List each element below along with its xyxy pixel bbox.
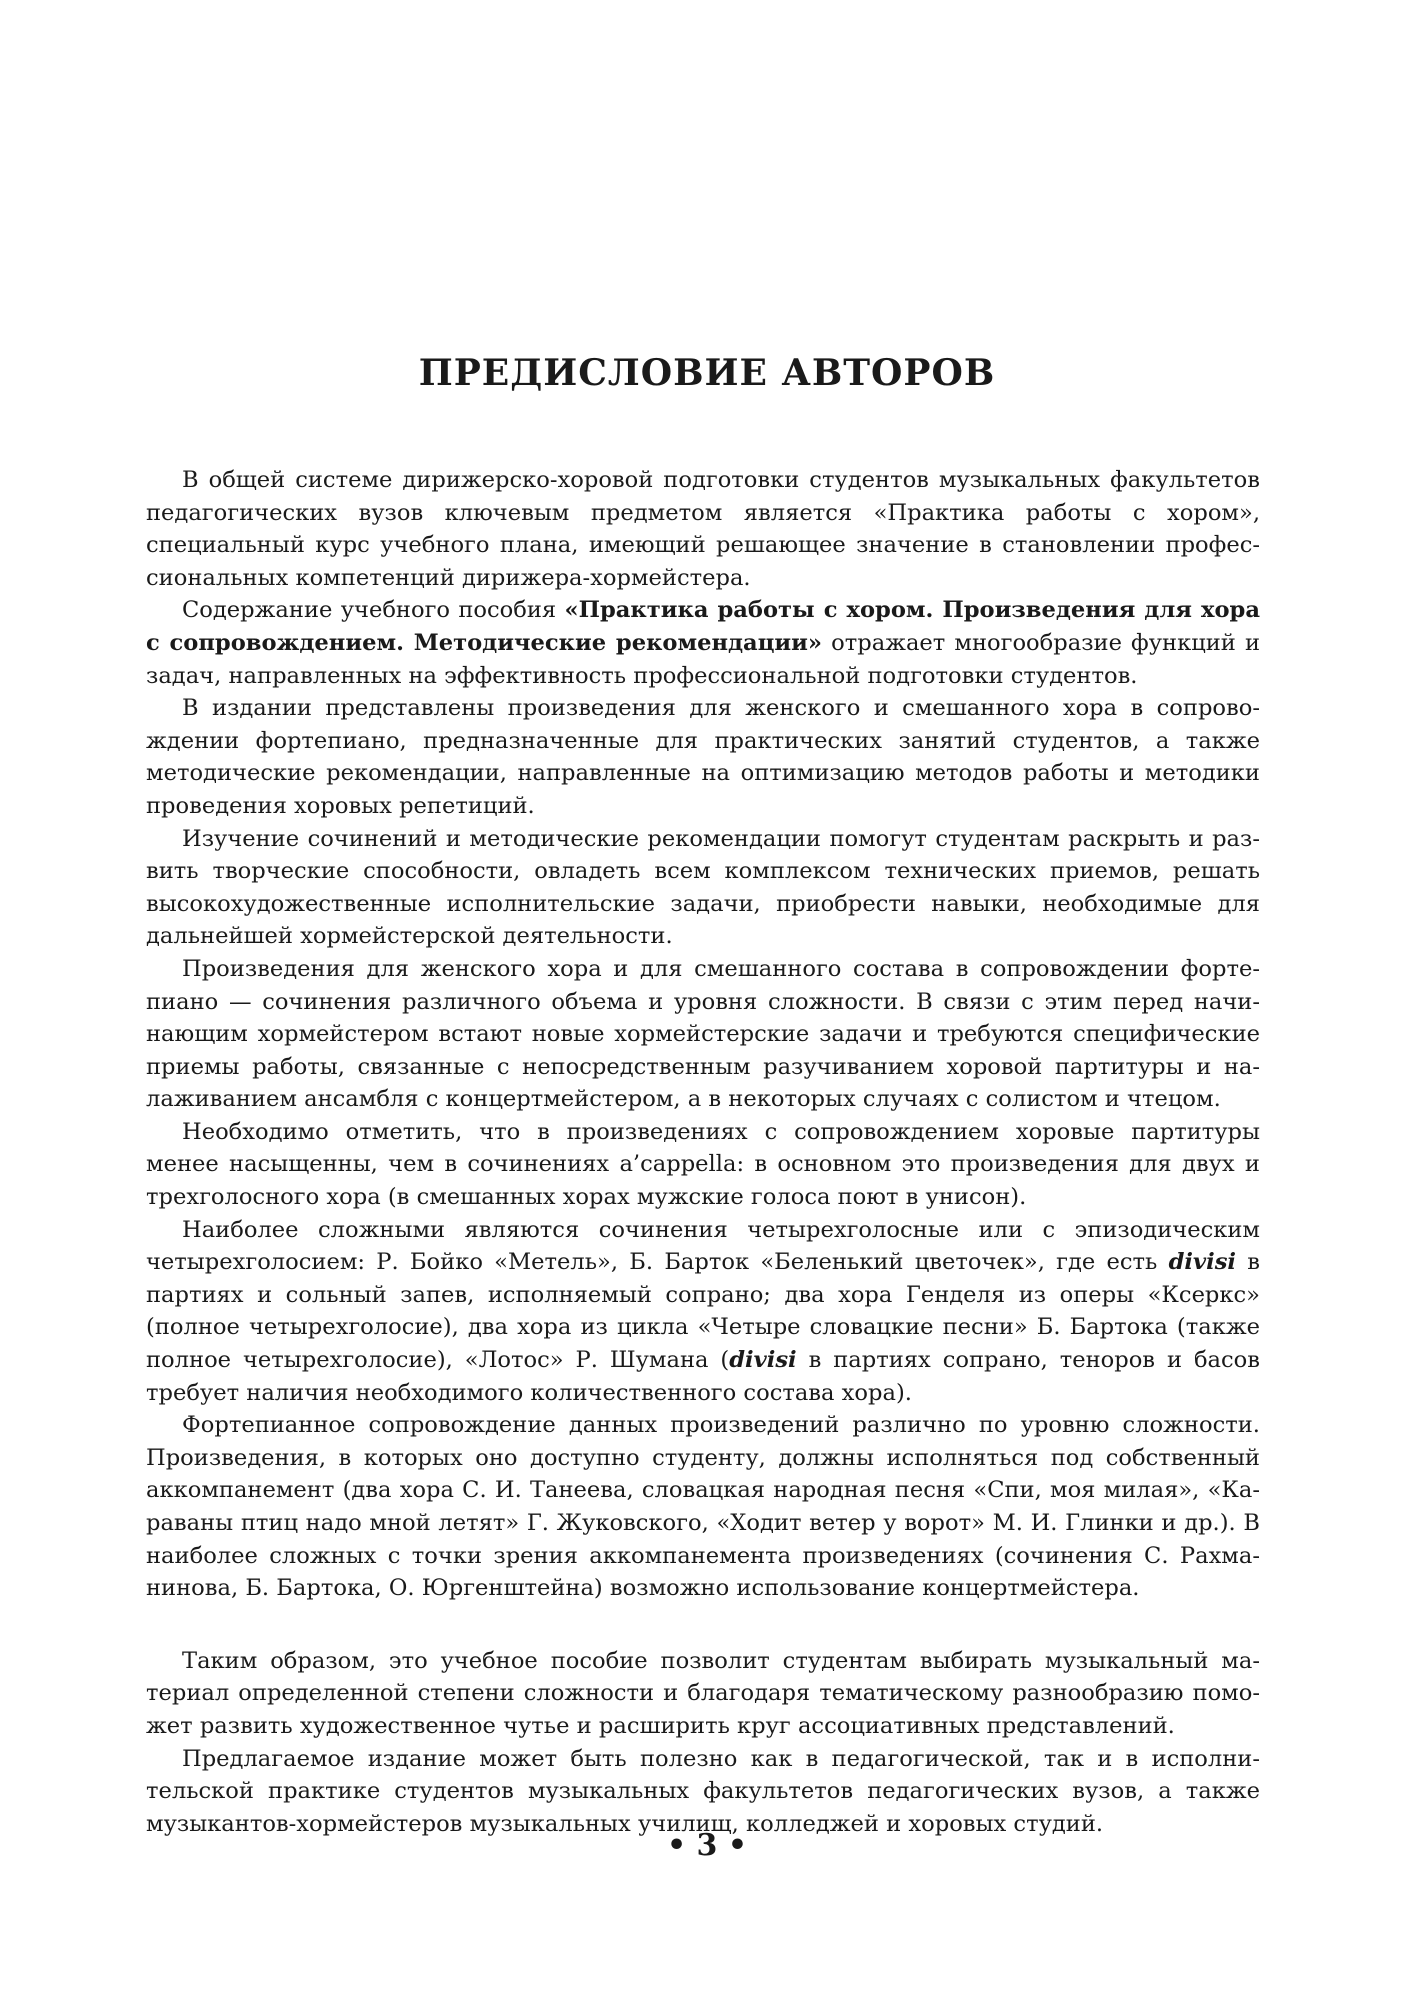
book-title-bold: «Практика работы с хором. Произведения для хора с сопровождением. Методические рекомендации»: [146, 597, 1260, 656]
preface-body: [146, 464, 1260, 1840]
paragraph-7-c: в партиях сопрано, теноров и басов требует наличия необходимого количественного состава хора).: [146, 1347, 1260, 1406]
paragraph-8: Фортепианное сопровождение данных произведений различно по уровню сложности. Произведения, в которых оно доступно студенту, должны исполняться под собственный аккомпанемент (два хора С. И. Танеева, словацкая народная песня «Спи, моя милая», «Караваны птиц надо мной летят» Г. Жуковского, «Ходит ветер у ворот» М. И. Глинки и др.). В наиболее сложных с точки зрения аккомпанемента произведениях (сочинения С. Рахманинова, Б. Бартока, О. Юргенштейна) возможно использование концертмейстера.: [146, 1412, 1260, 1602]
paragraph-7: [146, 1214, 1260, 1410]
paragraph-2: [146, 594, 1260, 692]
paragraph-10: Предлагаемое издание может быть полезно как в педагогической, так и в исполнительской практике студентов музыкальных факультетов педагогических вузов, а также музыкантов-хормейстеров музыкальных училищ, колледжей и хоровых студий.: [146, 1745, 1260, 1837]
paragraph-4: Изучение сочинений и методические рекомендации помогут студентам раскрыть и развить творческие способности, овладеть всем комплексом технических приемов, решать высокохудожественные исполнительские задачи, приобрести навыки, необходимые для дальнейшей хормейстерской деятельности.: [146, 825, 1260, 950]
paragraph-3: В издании представлены произведения для женского и смешанного хора в сопровождении фортепиано, предназначенные для практических занятий студентов, а также методические рекомендации, направленные на оптимизацию методов работы и методики проведения хоровых репетиций.: [146, 695, 1260, 819]
paragraph-5: Произведения для женского хора и для смешанного состава в сопровождении фортепиано — сочинения различного объема и уровня сложности. В связи с этим перед начинающим хормейстером встают новые хормейстерские задачи и требуются специфические приемы работы, связанные с непосредственным разучиванием хоровой партитуры и налаживанием ансамбля с концертмейстером, а в некоторых случаях с солистом и чтецом.: [146, 955, 1260, 1113]
page-title: ПРЕДИСЛОВИЕ АВТОРОВ: [418, 352, 996, 394]
divisi-term-2: divisi: [729, 1347, 797, 1374]
divisi-term-1: divisi: [1168, 1249, 1237, 1276]
paragraph-7-b: в партиях и сольный запев, исполняемый сопрано; два хора Генделя из оперы «Ксеркс» (полное четырехголосие), два хора из цикла «Четыре словацкие песни» Б. Бартока (также полное четырехголосие), «Лотос» Р. Шумана (: [146, 1249, 1260, 1374]
paragraph-7-a: Наиболее сложными являются сочинения четырехголосные или с эпизодическим четырехголосием: Р. Бойко «Метель», Б. Барток «Беленький цветочек», где есть: [146, 1216, 1260, 1276]
page-number: • 3 •: [666, 1828, 748, 1863]
paragraph-2-end: отражает многообразие функций и задач, направленных на эффективность профессиональной подготовки студентов.: [146, 629, 1261, 689]
paragraph-2-start: Содержание учебного пособия: [182, 597, 565, 624]
paragraph-6: Необходимо отметить, что в произведениях с сопровождением хоровые партитуры менее насыщенны, чем в сочинениях a’cappella: в основном это произведения для двух и трехголосного хора (в смешанных хорах мужские голоса поют в унисон).: [146, 1118, 1260, 1211]
paragraph-1: В общей системе дирижерско-хоровой подготовки студентов музыкальных факультетов педагогических вузов ключевым предметом является «Практика работы с хором», специальный курс учебного плана, имеющий решающее значение в становлении профессиональных компетенций дирижера-хормейстера.: [146, 467, 1260, 591]
paragraph-9: Таким образом, это учебное пособие позволит студентам выбирать музыкальный материал определенной степени сложности и благодаря тематическому разнообразию поможет развить художественное чутье и расширить круг ассоциативных представлений.: [146, 1647, 1260, 1739]
